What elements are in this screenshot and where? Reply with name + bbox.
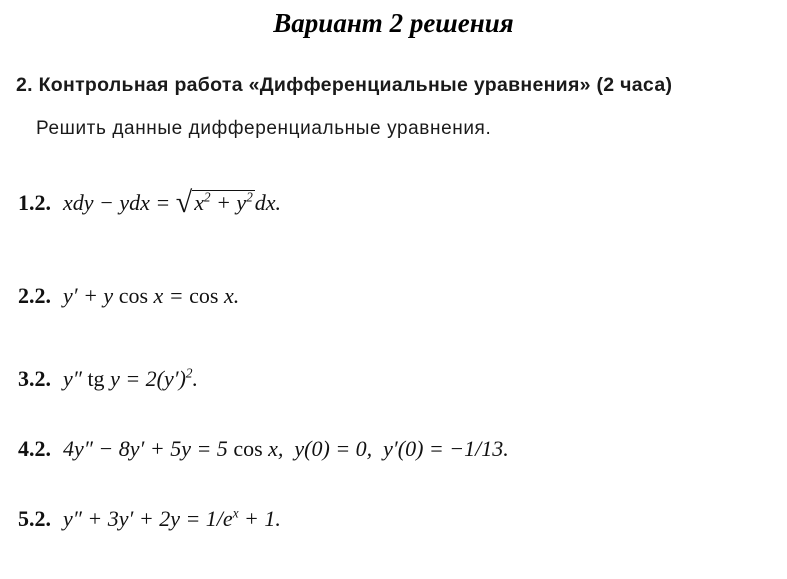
section-heading: 2. Контрольная работа «Дифференциальные уравнения» (2 часа) <box>16 74 673 96</box>
problem-equation: y′ + y cos x = cos x. <box>63 283 240 308</box>
problem-3 <box>18 366 198 392</box>
problem-number: 2.2. <box>18 283 51 308</box>
problem-equation: y″ tg $y = 2(y')^2$. <box>63 365 198 391</box>
problem-number: 5.2. <box>18 506 51 531</box>
problem-equation: 4y″ − 8y′ + 5y = 5 cos x, y(0) = 0, y′(0) = −1/13. <box>63 436 509 461</box>
instruction-text: Решить данные дифференциальные уравнения. <box>36 118 492 139</box>
problem-number: 4.2. <box>18 436 51 461</box>
problem-2 <box>18 283 239 309</box>
page-title: Вариант 2 решения <box>273 8 514 38</box>
problem-number: 3.2. <box>18 366 51 391</box>
problem-4 <box>18 436 509 462</box>
problem-1 <box>18 186 282 219</box>
problem-equation: xdy − ydx = √ $x^2 + y^2$ dx. <box>63 186 282 219</box>
problem-equation: $y'' + 3y' + 2y = 1/e^x + 1$. <box>63 505 281 531</box>
problem-5 <box>18 506 281 532</box>
problem-number: 1.2. <box>18 190 51 215</box>
